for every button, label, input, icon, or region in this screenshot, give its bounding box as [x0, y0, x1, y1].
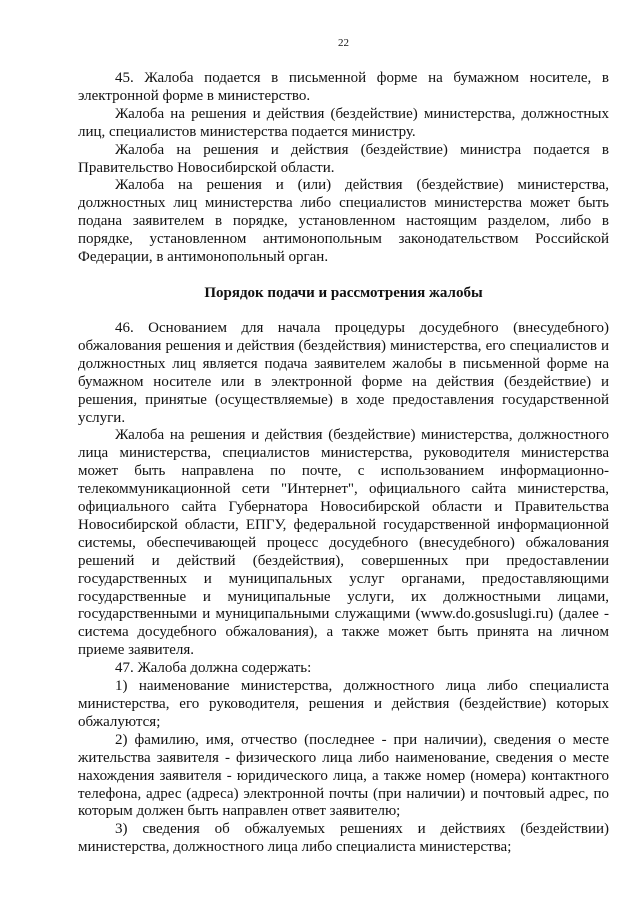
list-item-2: 2) фамилию, имя, отчество (последнее - при наличии), сведения о месте жительства заявителя - физического лица либо наименование, сведения о месте нахождения заявителя - юридического лица, а также номер (номера) контактного телефона, адрес (адреса) электронной почты (при наличии) и почтовый адрес, по которым должен быть направлен ответ заявителю;	[78, 731, 609, 820]
paragraph-46: 46. Основанием для начала процедуры досудебного (внесудебного) обжалования решения и действия (бездействия) министерства, его специалистов и должностных лиц является подача заявителем жалобы в письменной форме на бумажном носителе или в электронной форме на действия (бездействие) и решения, принятые (осуществляемые) в ходе предоставления государственной услуги.	[78, 319, 609, 426]
section-heading: Порядок подачи и рассмотрения жалобы	[204, 284, 483, 301]
paragraph-antimonopoly: Жалоба на решения и (или) действия (бездействие) министерства, должностных лиц министерства либо специалистов министерства может быть подана заявителем в порядке, установленном настоящим разделом, либо в порядке, установленном антимонопольным законодательством Российской Федерации, в антимонопольный орган.	[78, 177, 609, 266]
page-number: 22	[338, 37, 349, 49]
paragraph-submission-channels: Жалоба на решения и действия (бездействие) министерства, должностного лица министерства, специалистов министерства, руководителя министерства может быть направлена по почте, с использованием информационно-телекоммуникационной сети "Интернет", официального сайта министерства, официального сайта Губернатора Новосибирской области и Правительства Новосибирской области, ЕПГУ, федеральной государственной информационной системы, обеспечивающей процесс досудебного (внесудебного) обжалования решений и действий (бездействия), совершенных при предоставлении государственных и муниципальных услуг органами, предоставляющими государственные и муниципальные услуги, их должностными лицами, государственными и муниципальными служащими (www.do.gosuslugi.ru) (далее - система досудебного обжалования), а также может быть принята на личном приеме заявителя.	[78, 427, 609, 659]
list-item-3: 3) сведения об обжалуемых решениях и действиях (бездействии) министерства, должностного лица либо специалиста министерства;	[78, 821, 609, 856]
paragraph-complaint-to-minister: Жалоба на решения и действия (бездействие) министерства, должностных лиц, специалистов министерства подается министру.	[78, 105, 609, 140]
document-page	[78, 36, 609, 857]
paragraph-45: 45. Жалоба подается в письменной форме на бумажном носителе, в электронной форме в министерство.	[78, 70, 609, 104]
paragraph-complaint-to-government: Жалоба на решения и действия (бездействие) министра подается в Правительство Новосибирской области.	[78, 141, 609, 176]
list-item-1: 1) наименование министерства, должностного лица либо специалиста министерства, его руководителя, решения и действия (бездействие) которых обжалуются;	[78, 678, 609, 730]
paragraph-47: 47. Жалоба должна содержать:	[115, 660, 312, 677]
